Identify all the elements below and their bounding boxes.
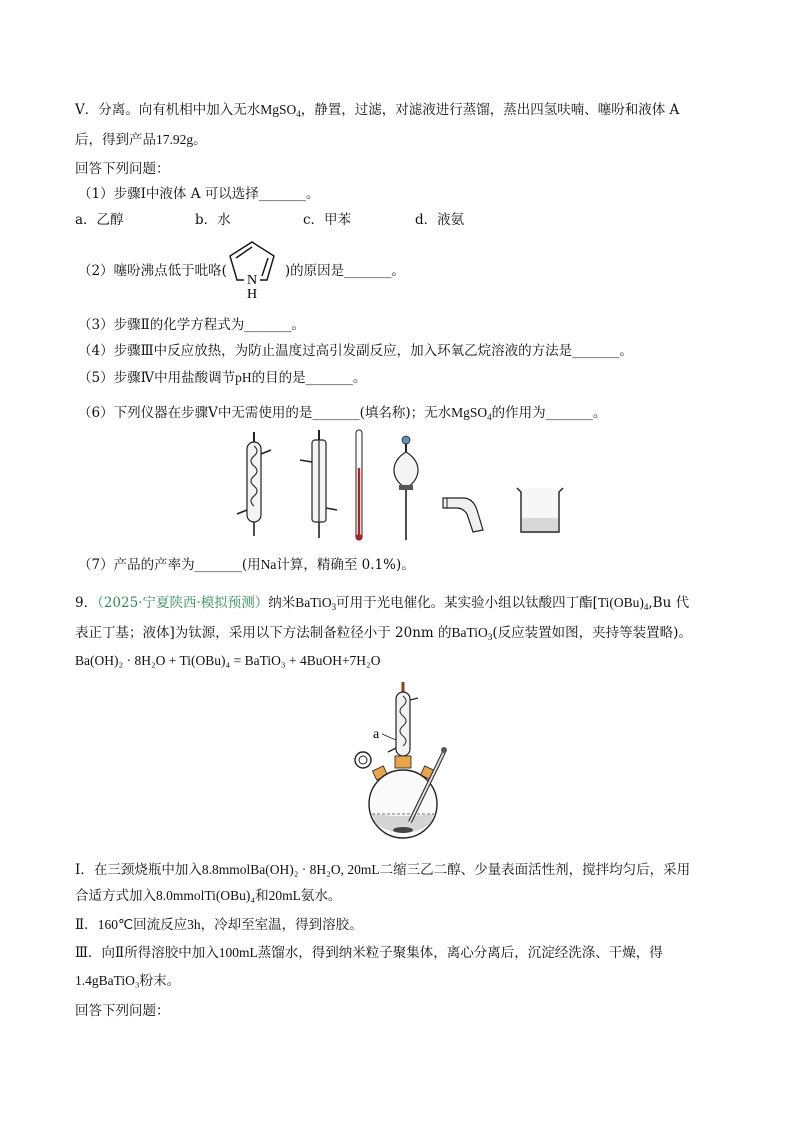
q2-text-after: )的原因是_______。 — [284, 263, 405, 279]
beaker-icon — [517, 488, 563, 532]
step-II-text-a: Ⅱ． — [75, 917, 98, 933]
step-I-reagent-3: 20mL — [268, 888, 301, 903]
problem-9-number: 9． — [75, 595, 98, 611]
step-I-text-d: 和 — [255, 888, 269, 904]
q1-option-c: c．甲苯 — [303, 212, 352, 228]
problem-9-line2 — [75, 623, 740, 643]
q1-option-d: d．液氨 — [415, 212, 465, 228]
apparatus-row — [225, 428, 595, 550]
step5-text-b: ，静置，过滤，对滤液进行蒸馏，蒸出四氢呋喃、噻吩和液体 A — [300, 102, 680, 118]
mgso4-formula: MgSO$_4$ — [260, 102, 301, 119]
pyrrole-n-label: N — [246, 273, 258, 288]
adapter-icon — [443, 498, 483, 532]
step-I-text-e: 氨水。 — [300, 888, 342, 904]
step-I-reagent-1: 8.8mmolBa(OH)₂ · 8H₂O, 20mL — [201, 862, 380, 877]
q7-text-before: （7）产品的产率为_______(用 — [78, 557, 261, 573]
center-stopper-icon — [395, 756, 411, 768]
stir-bar-icon — [393, 827, 413, 833]
step-I-text-b: 二缩三乙二醇、少量表面活性剂，搅拌均匀后，采用 — [379, 862, 691, 878]
step5-line2 — [75, 130, 740, 150]
answer-prompt: 回答下列问题： — [75, 161, 170, 177]
ph-symbol: pH — [235, 370, 252, 385]
q1-option-b: b．水 — [195, 212, 231, 228]
problem-9-text-b: 可用于光电催化。某实验小组以钛酸四丁酯[ — [336, 595, 598, 611]
step-I-reagent-2: 8.0mmolTi(OBu)₄ — [156, 888, 256, 903]
step-II-text-b: 回流反应 — [133, 917, 188, 933]
product-mass: 17.92g — [156, 132, 194, 147]
q6-mgso4-formula: MgSO$_4$ — [451, 405, 492, 422]
reaction-equation: Ba(OH)₂ · 8H₂O + Ti(OBu)₄ = BaTiO₃ + 4BuOH+7H₂O — [75, 653, 381, 668]
step-I-text-a: Ⅰ．在三颈烧瓶中加入 — [75, 862, 202, 878]
step-III-line2 — [75, 971, 740, 991]
question-1: （1）步骤Ⅰ中液体 A 可以选择_______。 — [78, 186, 320, 202]
question-7 — [78, 555, 740, 575]
label-a: a — [373, 727, 380, 742]
step5-text-a: Ⅴ．分离。向有机相中加入无水 — [75, 102, 261, 118]
step-III-text-a: Ⅲ．向Ⅱ所得溶胶中加入 — [75, 945, 219, 961]
step5-text-c: 后，得到产品 — [75, 132, 156, 148]
straight-condenser-icon — [300, 430, 337, 538]
thermometer-icon — [356, 430, 362, 540]
problem-9-text-c: ,Bu 代 — [648, 595, 690, 611]
pyrrole-double-bond-1 — [236, 247, 252, 258]
step-II-time: 3h — [187, 917, 201, 932]
q6-text-before: （6）下列仪器在步骤Ⅴ中无需使用的是_______(填名称)；无水 — [78, 405, 452, 421]
pyrrole-structure — [222, 236, 282, 300]
q5-text-before: （5）步骤Ⅳ中用盐酸调节 — [78, 370, 236, 386]
answer-prompt-2: 回答下列问题： — [75, 1003, 170, 1019]
question-6 — [78, 403, 740, 423]
step5-line1 — [75, 100, 740, 120]
q2-text-before: （2）噻吩沸点低于吡咯( — [78, 263, 227, 279]
question-5 — [78, 368, 740, 388]
batio3-formula: BaTiO$_3$ — [295, 595, 337, 612]
question-2 — [78, 261, 740, 281]
q1-option-a: a．乙醇 — [75, 212, 124, 228]
step-I-line2 — [75, 886, 740, 906]
problem-9-text-a: 纳米 — [268, 595, 296, 611]
question-3: （3）步骤Ⅱ的化学方程式为_______。 — [78, 317, 306, 333]
problem-9-source: （2025·宁夏陕西·模拟预测） — [97, 595, 269, 611]
reflux-condenser-icon — [388, 682, 418, 756]
step-I-text-c: 合适方式加入 — [75, 888, 156, 904]
step-II-text-c: ，冷却至室温，得到溶胶。 — [200, 917, 363, 933]
problem-9-text-d: 表正丁基；液体]为钛源，采用以下方法制备粒径小于 20nm 的 — [75, 625, 452, 641]
pyrrole-h-label: H — [246, 287, 258, 300]
step-III-text-c: 粉末。 — [139, 973, 181, 989]
tiobu4-formula: $Ti(OBu)_4$ — [597, 595, 649, 612]
step-III-text-b: 蒸馏水，得到纳米粒子聚集体，离心分离后，沉淀经洗涤、干燥，得 — [257, 945, 663, 961]
batio3-formula-2: BaTiO$_3$ — [451, 625, 493, 642]
bulb-condenser-icon — [237, 432, 271, 536]
problem-9-text-e: (反应装置如图，夹持等装置略)。 — [492, 625, 692, 641]
question-4: （4）步骤Ⅲ中反应放热，为防止温度过高引发副反应，加入环氧乙烷溶液的方法是_______。 — [78, 343, 633, 359]
step-II — [75, 915, 740, 935]
reaction-apparatus — [340, 682, 470, 842]
q6-text-after: 的作用为_______。 — [491, 405, 607, 421]
step-III-product: 1.4gBaTiO₃ — [75, 973, 140, 988]
na-symbol: Na — [260, 557, 277, 572]
step-I-line1 — [75, 860, 740, 880]
step-III-volume: 100mL — [218, 945, 258, 960]
problem-9-line1 — [75, 593, 740, 613]
separatory-funnel-icon — [394, 436, 418, 540]
label-a-pointer — [382, 734, 396, 740]
step5-text-d: 。 — [193, 132, 207, 148]
q5-text-after: 的目的是_______。 — [251, 370, 367, 386]
q7-text-after: 计算，精确至 0.1%)。 — [276, 557, 415, 573]
step-III-line1 — [75, 943, 740, 963]
step-II-temp: 160℃ — [97, 917, 134, 932]
pyrrole-double-bond-2 — [262, 258, 268, 276]
